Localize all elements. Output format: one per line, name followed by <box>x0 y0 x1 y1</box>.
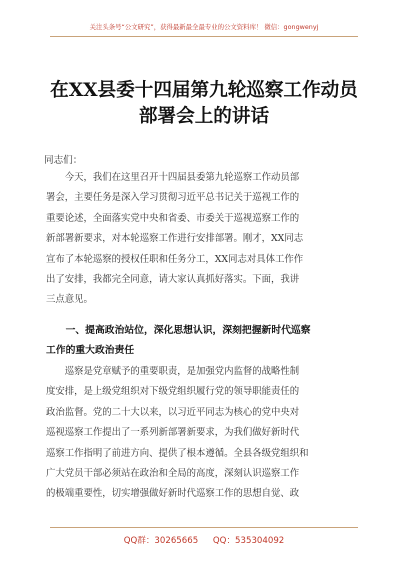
section-heading-line: 工作的重大政治责任 <box>46 345 135 357</box>
document-title <box>30 78 378 130</box>
section-heading <box>46 321 364 362</box>
paragraph-line: 今天，我们在这里召开十四届县委第九轮巡察工作动员部 <box>46 172 300 183</box>
paragraph-line: 新部署新要求，对本轮巡察工作进行安排部署。刚才，XX同志 <box>46 233 304 245</box>
paragraph-line: 重要论述，全面落实党中央和省委、市委关于巡视巡察工作的 <box>46 212 300 224</box>
paragraph-line: 巡视巡察工作提出了一系列新部署新要求，为我们做好新时代 <box>46 427 300 439</box>
footer-qq-group: QQ群：30265665 <box>123 536 199 546</box>
footer-divider <box>50 527 358 528</box>
paragraph-line: 的极端重要性，切实增强做好新时代巡察工作的思想自觉、政 <box>46 488 300 500</box>
intro-paragraph <box>46 168 364 311</box>
document-title-line: 部署会上的讲话 <box>138 106 270 127</box>
section-heading-line: 一、提高政治站位，深化思想认识，深刻把握新时代巡察 <box>46 325 311 336</box>
section-paragraph <box>46 362 364 505</box>
paragraph-line: 巡察工作指明了前进方向、提供了根本遵循。全县各级党组织和 <box>46 447 309 459</box>
header-promo-note: 关注头条号“公文研究”，获得最新最全最专业的公文资料库！ 微信：gongwenyj <box>89 23 319 31</box>
salutation: 同志们： <box>44 155 83 166</box>
paragraph-line: 宣布了本轮巡察的授权任职和任务分工，XX同志对具体工作作 <box>46 253 304 265</box>
paragraph-line: 政治监督。党的二十大以来，以习近平同志为核心的党中央对 <box>46 406 300 418</box>
paragraph-line: 三点意见。 <box>46 294 93 306</box>
header-divider <box>50 36 358 37</box>
footer-qq: QQ：535304092 <box>212 536 285 546</box>
paragraph-line: 巡察是党章赋予的重要职责，是加强党内监督的战略性制 <box>46 366 300 377</box>
paragraph-line: 署会，主要任务是深入学习贯彻习近平总书记关于巡视工作的 <box>46 192 300 204</box>
footer-contact <box>0 534 408 546</box>
paragraph-line: 广大党员干部必须站在政治和全局的高度，深刻认识巡察工作 <box>46 468 300 480</box>
paragraph-line: 出了安排，我都完全同意，请大家认真抓好落实。下面，我讲 <box>46 274 300 286</box>
document-title-line: 在XX县委十四届第九轮巡察工作动员 <box>50 80 358 101</box>
paragraph-line: 度安排，是上级党组织对下级党组织履行党的领导职能责任的 <box>46 386 300 398</box>
